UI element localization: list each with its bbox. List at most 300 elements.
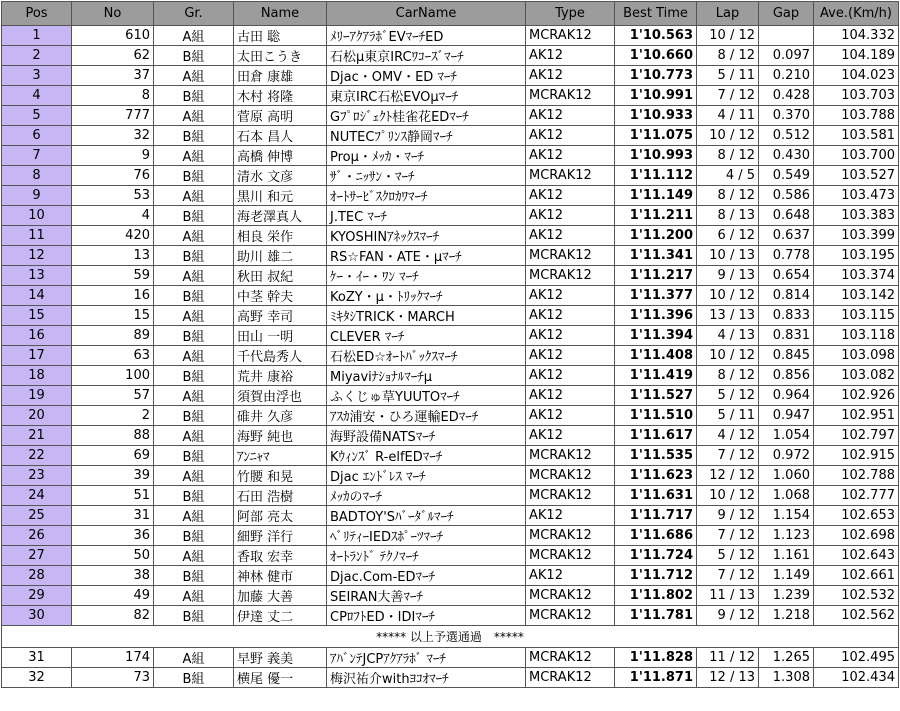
table-row [2,586,899,606]
position-cell: 29 [2,586,72,606]
group-cell: B組 [154,526,234,546]
average-speed-cell: 104.023 [814,66,899,86]
car-type-cell: AK12 [526,506,615,526]
table-row [2,186,899,206]
average-speed-cell: 102.915 [814,446,899,466]
position-cell: 9 [2,186,72,206]
table-row [2,146,899,166]
divider-section [2,626,899,648]
position-cell: 12 [2,246,72,266]
car-number-cell: 777 [72,106,154,126]
header-carname: CarName [327,2,526,26]
car-number-cell: 39 [72,466,154,486]
car-number-cell: 51 [72,486,154,506]
gap-cell: 0.430 [759,146,814,166]
table-row [2,46,899,66]
table-row [2,246,899,266]
header-lap: Lap [697,2,759,26]
gap-cell: 0.831 [759,326,814,346]
group-cell: B組 [154,46,234,66]
group-cell: B組 [154,246,234,266]
lap-cell: 7 / 12 [697,446,759,466]
position-cell: 21 [2,426,72,446]
best-time-cell: 1'11.341 [615,246,697,266]
gap-cell: 1.054 [759,426,814,446]
table-row [2,546,899,566]
average-speed-cell: 104.189 [814,46,899,66]
gap-cell: 1.123 [759,526,814,546]
group-cell: A組 [154,426,234,446]
driver-name-cell: 高野 幸司 [234,306,327,326]
table-row [2,506,899,526]
group-cell: A組 [154,66,234,86]
car-type-cell: MCRAK12 [526,246,615,266]
driver-name-cell: 古田 聡 [234,26,327,46]
driver-name-cell: 菅原 高明 [234,106,327,126]
lap-cell: 7 / 12 [697,526,759,546]
table-row [2,166,899,186]
car-number-cell: 63 [72,346,154,366]
position-cell: 5 [2,106,72,126]
average-speed-cell: 102.434 [814,668,899,688]
gap-cell: 0.964 [759,386,814,406]
lap-cell: 12 / 12 [697,466,759,486]
car-type-cell: AK12 [526,126,615,146]
best-time-cell: 1'11.631 [615,486,697,506]
group-cell: A組 [154,386,234,406]
position-cell: 22 [2,446,72,466]
car-number-cell: 15 [72,306,154,326]
driver-name-cell: 細野 洋行 [234,526,327,546]
car-type-cell: AK12 [526,66,615,86]
driver-name-cell: 早野 義美 [234,648,327,668]
car-name-cell: 石松μ東京IRCﾜｺｰｽﾞﾏｰﾁ [327,46,526,66]
lap-cell: 10 / 12 [697,486,759,506]
car-type-cell: MCRAK12 [526,486,615,506]
car-number-cell: 420 [72,226,154,246]
best-time-cell: 1'11.217 [615,266,697,286]
lap-cell: 10 / 12 [697,26,759,46]
table-row [2,566,899,586]
lap-cell: 4 / 5 [697,166,759,186]
group-cell: A組 [154,186,234,206]
car-name-cell: ﾐｷﾀｼTRICK・MARCH [327,306,526,326]
table-row [2,126,899,146]
average-speed-cell: 103.374 [814,266,899,286]
group-cell: A組 [154,266,234,286]
car-number-cell: 32 [72,126,154,146]
car-name-cell: ｱｽｶ浦安・ひろ運輸EDﾏｰﾁ [327,406,526,426]
group-cell: A組 [154,546,234,566]
best-time-cell: 1'11.394 [615,326,697,346]
driver-name-cell: 助川 雄二 [234,246,327,266]
car-type-cell: AK12 [526,326,615,346]
driver-name-cell: 海野 純也 [234,426,327,446]
best-time-cell: 1'11.396 [615,306,697,326]
group-cell: B組 [154,606,234,626]
average-speed-cell: 102.926 [814,386,899,406]
driver-name-cell: 太田こうき [234,46,327,66]
car-type-cell: MCRAK12 [526,668,615,688]
car-number-cell: 49 [72,586,154,606]
car-name-cell: ｱﾊﾞﾝﾃJCPｱｸｱﾗﾎﾞ ﾏｰﾁ [327,648,526,668]
car-type-cell: AK12 [526,426,615,446]
driver-name-cell: 清水 文彦 [234,166,327,186]
header-no: No [72,2,154,26]
lap-cell: 8 / 12 [697,186,759,206]
average-speed-cell: 103.098 [814,346,899,366]
header-pos: Pos [2,2,72,26]
car-number-cell: 9 [72,146,154,166]
gap-cell: 0.648 [759,206,814,226]
best-time-cell: 1'11.828 [615,648,697,668]
table-row [2,326,899,346]
best-time-cell: 1'11.419 [615,366,697,386]
best-time-cell: 1'11.527 [615,386,697,406]
position-cell: 2 [2,46,72,66]
car-name-cell: J.TEC ﾏｰﾁ [327,206,526,226]
best-time-cell: 1'11.149 [615,186,697,206]
driver-name-cell: 石本 昌人 [234,126,327,146]
car-number-cell: 50 [72,546,154,566]
header-average-speed: Ave.(Km/h) [814,2,899,26]
group-cell: B組 [154,566,234,586]
table-row [2,606,899,626]
car-type-cell: MCRAK12 [526,166,615,186]
position-cell: 13 [2,266,72,286]
car-type-cell: AK12 [526,106,615,126]
average-speed-cell: 102.951 [814,406,899,426]
lap-cell: 10 / 12 [697,126,759,146]
table-row [2,66,899,86]
best-time-cell: 1'10.933 [615,106,697,126]
average-speed-cell: 102.797 [814,426,899,446]
car-type-cell: AK12 [526,406,615,426]
driver-name-cell: 中茎 幹夫 [234,286,327,306]
lap-cell: 9 / 12 [697,506,759,526]
best-time-cell: 1'11.717 [615,506,697,526]
gap-cell: 0.856 [759,366,814,386]
lap-cell: 5 / 11 [697,66,759,86]
header-type: Type [526,2,615,26]
table-row [2,486,899,506]
lap-cell: 8 / 12 [697,366,759,386]
lap-cell: 5 / 11 [697,406,759,426]
best-time-cell: 1'10.991 [615,86,697,106]
group-cell: A組 [154,506,234,526]
car-number-cell: 174 [72,648,154,668]
group-cell: B組 [154,126,234,146]
gap-cell: 0.814 [759,286,814,306]
position-cell: 4 [2,86,72,106]
car-number-cell: 53 [72,186,154,206]
average-speed-cell: 102.653 [814,506,899,526]
position-cell: 15 [2,306,72,326]
group-cell: A組 [154,586,234,606]
driver-name-cell: 竹腰 和晃 [234,466,327,486]
gap-cell: 0.428 [759,86,814,106]
non-qualified-rows [2,648,899,688]
lap-cell: 8 / 13 [697,206,759,226]
average-speed-cell: 103.195 [814,246,899,266]
best-time-cell: 1'10.660 [615,46,697,66]
best-time-cell: 1'11.377 [615,286,697,306]
gap-cell: 0.833 [759,306,814,326]
driver-name-cell: 黒川 和元 [234,186,327,206]
car-type-cell: MCRAK12 [526,266,615,286]
group-cell: A組 [154,106,234,126]
average-speed-cell: 102.777 [814,486,899,506]
car-name-cell: Kｳｨﾝｽﾞ R-elfEDﾏｰﾁ [327,446,526,466]
position-cell: 31 [2,648,72,668]
best-time-cell: 1'11.408 [615,346,697,366]
position-cell: 16 [2,326,72,346]
average-speed-cell: 102.532 [814,586,899,606]
table-row [2,446,899,466]
table-row [2,86,899,106]
table-row [2,648,899,668]
lap-cell: 11 / 13 [697,586,759,606]
gap-cell: 1.218 [759,606,814,626]
position-cell: 6 [2,126,72,146]
driver-name-cell: 海老澤真人 [234,206,327,226]
gap-cell: 0.654 [759,266,814,286]
best-time-cell: 1'11.724 [615,546,697,566]
average-speed-cell: 103.082 [814,366,899,386]
driver-name-cell: 荒井 康裕 [234,366,327,386]
average-speed-cell: 103.383 [814,206,899,226]
car-type-cell: MCRAK12 [526,86,615,106]
driver-name-cell: 木村 将隆 [234,86,327,106]
best-time-cell: 1'11.712 [615,566,697,586]
car-name-cell: BADTOY'Sﾊﾞｰﾀﾞﾙﾏｰﾁ [327,506,526,526]
table-row [2,346,899,366]
car-type-cell: MCRAK12 [526,648,615,668]
average-speed-cell: 103.703 [814,86,899,106]
lap-cell: 7 / 12 [697,86,759,106]
driver-name-cell: 秋田 叔紀 [234,266,327,286]
best-time-cell: 1'11.112 [615,166,697,186]
car-type-cell: AK12 [526,186,615,206]
position-cell: 25 [2,506,72,526]
driver-name-cell: 高橋 伸博 [234,146,327,166]
car-name-cell: ﾒﾘｰｱｸｱﾗﾎﾞEVﾏｰﾁED [327,26,526,46]
car-type-cell: AK12 [526,46,615,66]
lap-cell: 9 / 12 [697,606,759,626]
car-name-cell: 海野設備NATSﾏｰﾁ [327,426,526,446]
car-name-cell: 石松ED☆ｵｰﾄﾊﾞｯｸｽﾏｰﾁ [327,346,526,366]
position-cell: 11 [2,226,72,246]
best-time-cell: 1'11.200 [615,226,697,246]
car-name-cell: ｹｰ・ｲｰ・ﾜﾝ ﾏｰﾁ [327,266,526,286]
car-number-cell: 610 [72,26,154,46]
table-row [2,206,899,226]
group-cell: B組 [154,166,234,186]
average-speed-cell: 102.495 [814,648,899,668]
car-name-cell: NUTECﾌﾟﾘﾝｽ静岡ﾏｰﾁ [327,126,526,146]
car-name-cell: KoZY・μ・ﾄﾘｯｸﾏｰﾁ [327,286,526,306]
car-number-cell: 31 [72,506,154,526]
position-cell: 20 [2,406,72,426]
group-cell: B組 [154,406,234,426]
group-cell: A組 [154,346,234,366]
lap-cell: 8 / 12 [697,146,759,166]
results-table [1,1,899,688]
average-speed-cell: 103.788 [814,106,899,126]
car-type-cell: MCRAK12 [526,606,615,626]
best-time-cell: 1'11.781 [615,606,697,626]
position-cell: 1 [2,26,72,46]
gap-cell: 1.239 [759,586,814,606]
position-cell: 24 [2,486,72,506]
car-type-cell: AK12 [526,206,615,226]
car-number-cell: 73 [72,668,154,688]
car-name-cell: ｻﾞ・ﾆｯｻﾝ・ﾏｰﾁ [327,166,526,186]
average-speed-cell: 103.118 [814,326,899,346]
group-cell: A組 [154,226,234,246]
lap-cell: 10 / 13 [697,246,759,266]
car-name-cell: Djac ｴﾝﾄﾞﾚｽ ﾏｰﾁ [327,466,526,486]
table-row [2,106,899,126]
table-row [2,466,899,486]
gap-cell: 0.210 [759,66,814,86]
car-name-cell: RS☆FAN・ATE・μﾏｰﾁ [327,246,526,266]
table-row [2,26,899,46]
position-cell: 28 [2,566,72,586]
gap-cell: 1.068 [759,486,814,506]
car-number-cell: 88 [72,426,154,446]
group-cell: A組 [154,648,234,668]
lap-cell: 5 / 12 [697,546,759,566]
best-time-cell: 1'11.535 [615,446,697,466]
qualification-divider-row [2,626,899,648]
position-cell: 19 [2,386,72,406]
average-speed-cell: 102.643 [814,546,899,566]
position-cell: 10 [2,206,72,226]
average-speed-cell: 102.788 [814,466,899,486]
gap-cell: 1.154 [759,506,814,526]
lap-cell: 6 / 12 [697,226,759,246]
gap-cell: 0.972 [759,446,814,466]
car-number-cell: 100 [72,366,154,386]
lap-cell: 10 / 12 [697,286,759,306]
position-cell: 7 [2,146,72,166]
position-cell: 3 [2,66,72,86]
average-speed-cell: 103.700 [814,146,899,166]
car-number-cell: 59 [72,266,154,286]
gap-cell: 0.586 [759,186,814,206]
position-cell: 26 [2,526,72,546]
driver-name-cell: 横尾 優一 [234,668,327,688]
position-cell: 18 [2,366,72,386]
car-name-cell: Miyaviﾅｼｮﾅﾙﾏｰﾁμ [327,366,526,386]
driver-name-cell: 香取 宏幸 [234,546,327,566]
lap-cell: 5 / 12 [697,386,759,406]
gap-cell: 1.161 [759,546,814,566]
position-cell: 8 [2,166,72,186]
gap-cell: 1.060 [759,466,814,486]
header-best-time: Best Time [615,2,697,26]
qualification-divider-text: ***** 以上予選通過 ***** [2,626,899,648]
car-type-cell: MCRAK12 [526,466,615,486]
driver-name-cell: 石田 浩樹 [234,486,327,506]
car-name-cell: ｵｰﾄﾗﾝﾄﾞ ﾃｸﾉﾏｰﾁ [327,546,526,566]
driver-name-cell: ｱﾝﾆｬﾏ [234,446,327,466]
gap-cell: 1.149 [759,566,814,586]
car-number-cell: 36 [72,526,154,546]
driver-name-cell: 伊達 丈二 [234,606,327,626]
group-cell: A組 [154,466,234,486]
group-cell: B組 [154,206,234,226]
car-number-cell: 38 [72,566,154,586]
best-time-cell: 1'10.773 [615,66,697,86]
driver-name-cell: 相良 栄作 [234,226,327,246]
driver-name-cell: 須賀由浮也 [234,386,327,406]
table-row [2,266,899,286]
average-speed-cell: 103.527 [814,166,899,186]
table-row [2,668,899,688]
best-time-cell: 1'11.871 [615,668,697,688]
best-time-cell: 1'11.686 [615,526,697,546]
car-number-cell: 2 [72,406,154,426]
best-time-cell: 1'11.510 [615,406,697,426]
best-time-cell: 1'11.623 [615,466,697,486]
car-name-cell: Djac.Com-EDﾏｰﾁ [327,566,526,586]
car-name-cell: CLEVER ﾏｰﾁ [327,326,526,346]
table-row [2,366,899,386]
average-speed-cell: 103.399 [814,226,899,246]
car-name-cell: Djac・OMV・ED ﾏｰﾁ [327,66,526,86]
table-row [2,286,899,306]
best-time-cell: 1'10.993 [615,146,697,166]
group-cell: A組 [154,146,234,166]
lap-cell: 12 / 13 [697,668,759,688]
car-type-cell: AK12 [526,146,615,166]
car-type-cell: AK12 [526,226,615,246]
car-number-cell: 76 [72,166,154,186]
best-time-cell: 1'11.211 [615,206,697,226]
average-speed-cell: 103.115 [814,306,899,326]
driver-name-cell: 加藤 大善 [234,586,327,606]
best-time-cell: 1'11.802 [615,586,697,606]
car-number-cell: 16 [72,286,154,306]
position-cell: 17 [2,346,72,366]
lap-cell: 4 / 11 [697,106,759,126]
car-name-cell: ﾍﾞﾘﾃｨｰIEDｽﾎﾟｰﾂﾏｰﾁ [327,526,526,546]
gap-cell [759,26,814,46]
car-type-cell: AK12 [526,286,615,306]
average-speed-cell: 102.698 [814,526,899,546]
lap-cell: 4 / 12 [697,426,759,446]
lap-cell: 7 / 12 [697,566,759,586]
header-group: Gr. [154,2,234,26]
driver-name-cell: 碓井 久彦 [234,406,327,426]
group-cell: B組 [154,486,234,506]
group-cell: B組 [154,366,234,386]
position-cell: 27 [2,546,72,566]
car-number-cell: 37 [72,66,154,86]
car-number-cell: 8 [72,86,154,106]
car-name-cell: SEIRAN大善ﾏｰﾁ [327,586,526,606]
car-name-cell: ｵｰﾄｻｰﾋﾞｽｸﾛｶﾜﾏｰﾁ [327,186,526,206]
best-time-cell: 1'11.075 [615,126,697,146]
car-name-cell: Gﾌﾟﾛｼﾞｪｸﾄ桂雀花EDﾏｰﾁ [327,106,526,126]
table-row [2,426,899,446]
position-cell: 23 [2,466,72,486]
group-cell: B組 [154,446,234,466]
car-type-cell: AK12 [526,346,615,366]
car-name-cell: ﾒｯｶのﾏｰﾁ [327,486,526,506]
